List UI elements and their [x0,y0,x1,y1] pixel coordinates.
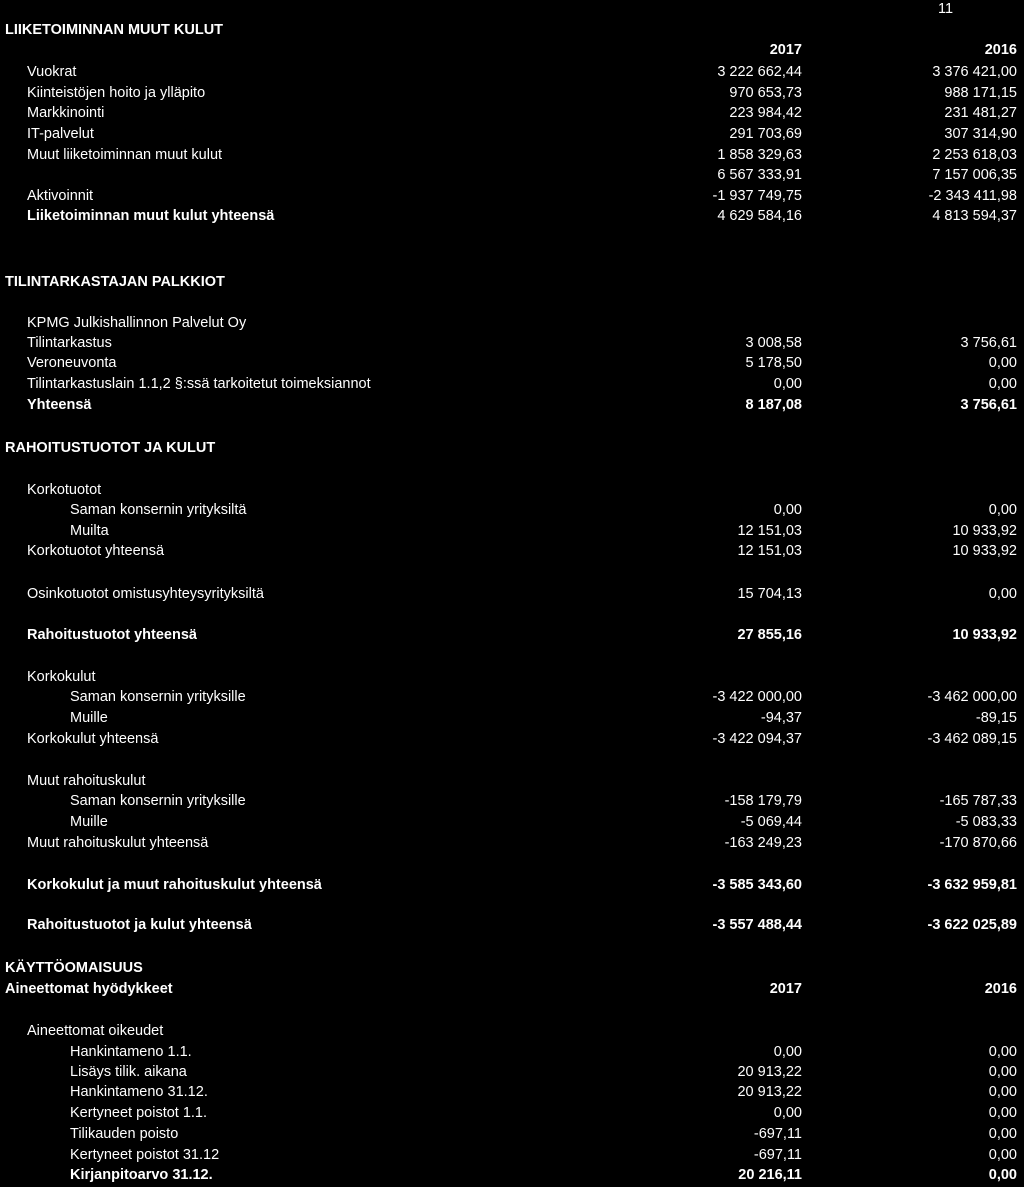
value-2017: 20 913,22 [737,1084,802,1100]
total-label: Kirjanpitoarvo 31.12. [70,1167,213,1183]
value-2016: 988 171,15 [944,85,1017,101]
value-2017: 0,00 [773,502,802,518]
auditor-name: KPMG Julkishallinnon Palvelut Oy [27,315,247,331]
total-2017: -3 557 488,44 [712,917,802,933]
row-label: Tilikauden poisto [70,1126,179,1142]
value-2016: 0,00 [988,376,1017,392]
value-2017: 20 913,22 [737,1064,802,1080]
value-2017: -94,37 [760,710,802,726]
total-2017: -3 585 343,60 [712,877,802,893]
value-2017: -697,11 [753,1126,802,1142]
total-2017: 27 855,16 [737,627,802,643]
row-label: Muille [70,710,108,726]
row-label: Kertyneet poistot 1.1. [70,1105,208,1121]
value-2017: 12 151,03 [737,543,802,559]
total-2017: 20 216,11 [738,1167,802,1183]
value-2017: 3 008,58 [745,335,802,351]
value-2017: 0,00 [773,1044,802,1060]
row-label: Saman konsernin yrityksille [70,689,246,705]
year-header-2017: 2017 [769,42,802,58]
value-2016: -3 462 000,00 [927,689,1017,705]
total-2016: -3 632 959,81 [927,877,1017,893]
total-label: Rahoitustuotot ja kulut yhteensä [27,917,252,933]
value-2016: 0,00 [988,502,1017,518]
value-2016: 231 481,27 [944,105,1017,121]
row-label: Kertyneet poistot 31.12 [70,1147,220,1163]
value-2016: 0,00 [988,1084,1017,1100]
value-2016: 10 933,92 [952,523,1017,539]
value-2017: -697,11 [753,1147,802,1163]
value-2016: -5 083,33 [955,814,1017,830]
value-2016: 0,00 [988,1064,1017,1080]
subtotal-2017: 6 567 333,91 [717,167,802,183]
row-label: Aktivoinnit [27,188,94,204]
value-2016: 10 933,92 [952,543,1017,559]
value-2017: 15 704,13 [737,586,802,602]
value-2016: 0,00 [988,355,1017,371]
total-2017: 8 187,08 [745,397,802,413]
value-2017: -3 422 094,37 [712,731,802,747]
section-heading-financial: RAHOITUSTUOTOT JA KULUT [5,440,216,456]
row-label: Muut liiketoiminnan muut kulut [27,147,223,163]
row-label: Hankintameno 1.1. [70,1044,192,1060]
row-label: Lisäys tilik. aikana [70,1064,187,1080]
year-header-2016: 2016 [984,42,1017,58]
total-2016: -3 622 025,89 [927,917,1017,933]
total-label: Yhteensä [27,397,92,413]
value-2017: -5 069,44 [740,814,802,830]
value-2017: 5 178,50 [745,355,802,371]
value-2016: 0,00 [988,586,1017,602]
year-header-2017: 2017 [769,981,802,997]
group-label-other-financial-expenses: Muut rahoituskulut [27,773,146,789]
year-header-2016: 2016 [984,981,1017,997]
row-label: Korkokulut yhteensä [27,731,159,747]
section-heading-other-expenses: LIIKETOIMINNAN MUUT KULUT [5,22,224,38]
total-2016: 3 756,61 [960,397,1017,413]
value-2016: 0,00 [988,1105,1017,1121]
value-2016: -165 787,33 [939,793,1017,809]
value-2017: -163 249,23 [724,835,802,851]
value-2017: 223 984,42 [729,105,802,121]
row-label: Veroneuvonta [27,355,117,371]
row-label: IT-palvelut [27,126,94,142]
group-label-interest-income: Korkotuotot [27,482,102,498]
subheading-intangible-assets: Aineettomat hyödykkeet [5,981,173,997]
value-2017: 970 653,73 [729,85,802,101]
group-label-intangible-rights: Aineettomat oikeudet [27,1023,164,1039]
row-label: Korkotuotot yhteensä [27,543,165,559]
subtotal-2016: 7 157 006,35 [932,167,1017,183]
row-label: Saman konsernin yrityksiltä [70,502,247,518]
row-label: Muut rahoituskulut yhteensä [27,835,209,851]
row-label: Muille [70,814,108,830]
row-label: Hankintameno 31.12. [70,1084,208,1100]
value-2016: 2 253 618,03 [932,147,1017,163]
total-label: Rahoitustuotot yhteensä [27,627,197,643]
value-2016: 0,00 [988,1126,1017,1142]
value-2017: 0,00 [773,376,802,392]
value-2017: 291 703,69 [729,126,802,142]
page-number: 11 [938,1,954,17]
row-label: Markkinointi [27,105,105,121]
total-label: Korkokulut ja muut rahoituskulut yhteensä [27,877,322,893]
value-2017: 0,00 [773,1105,802,1121]
value-2017: 3 222 662,44 [717,64,802,80]
value-2016: -89,15 [975,710,1017,726]
total-2016: 4 813 594,37 [932,208,1017,224]
value-2016: 3 756,61 [960,335,1017,351]
value-2016: 307 314,90 [944,126,1017,142]
value-2016: -3 462 089,15 [927,731,1017,747]
value-2016: 3 376 421,00 [932,64,1017,80]
value-2016: -2 343 411,98 [928,188,1017,204]
total-2016: 0,00 [988,1167,1017,1183]
value-2016: 0,00 [988,1044,1017,1060]
group-label-interest-expenses: Korkokulut [27,669,96,685]
row-label: Saman konsernin yrityksille [70,793,246,809]
section-heading-fixed-assets: KÄYTTÖOMAISUUS [5,960,143,976]
row-label: Osinkotuotot omistusyhteysyrityksiltä [27,586,264,602]
value-2017: -1 937 749,75 [712,188,802,204]
row-label: Tilintarkastuslain 1.1,2 §:ssä tarkoitetut toimeksiannot [27,376,371,392]
total-2017: 4 629 584,16 [717,208,802,224]
value-2016: -170 870,66 [939,835,1017,851]
row-label: Kiinteistöjen hoito ja ylläpito [27,85,206,101]
value-2016: 0,00 [988,1147,1017,1163]
section-heading-audit-fees: TILINTARKASTAJAN PALKKIOT [5,274,225,290]
value-2017: -158 179,79 [724,793,802,809]
value-2017: 12 151,03 [737,523,802,539]
value-2017: -3 422 000,00 [712,689,802,705]
value-2017: 1 858 329,63 [717,147,802,163]
row-label: Vuokrat [27,64,77,80]
row-label: Muilta [70,523,109,539]
total-2016: 10 933,92 [952,627,1017,643]
total-label: Liiketoiminnan muut kulut yhteensä [27,208,275,224]
row-label: Tilintarkastus [27,335,112,351]
